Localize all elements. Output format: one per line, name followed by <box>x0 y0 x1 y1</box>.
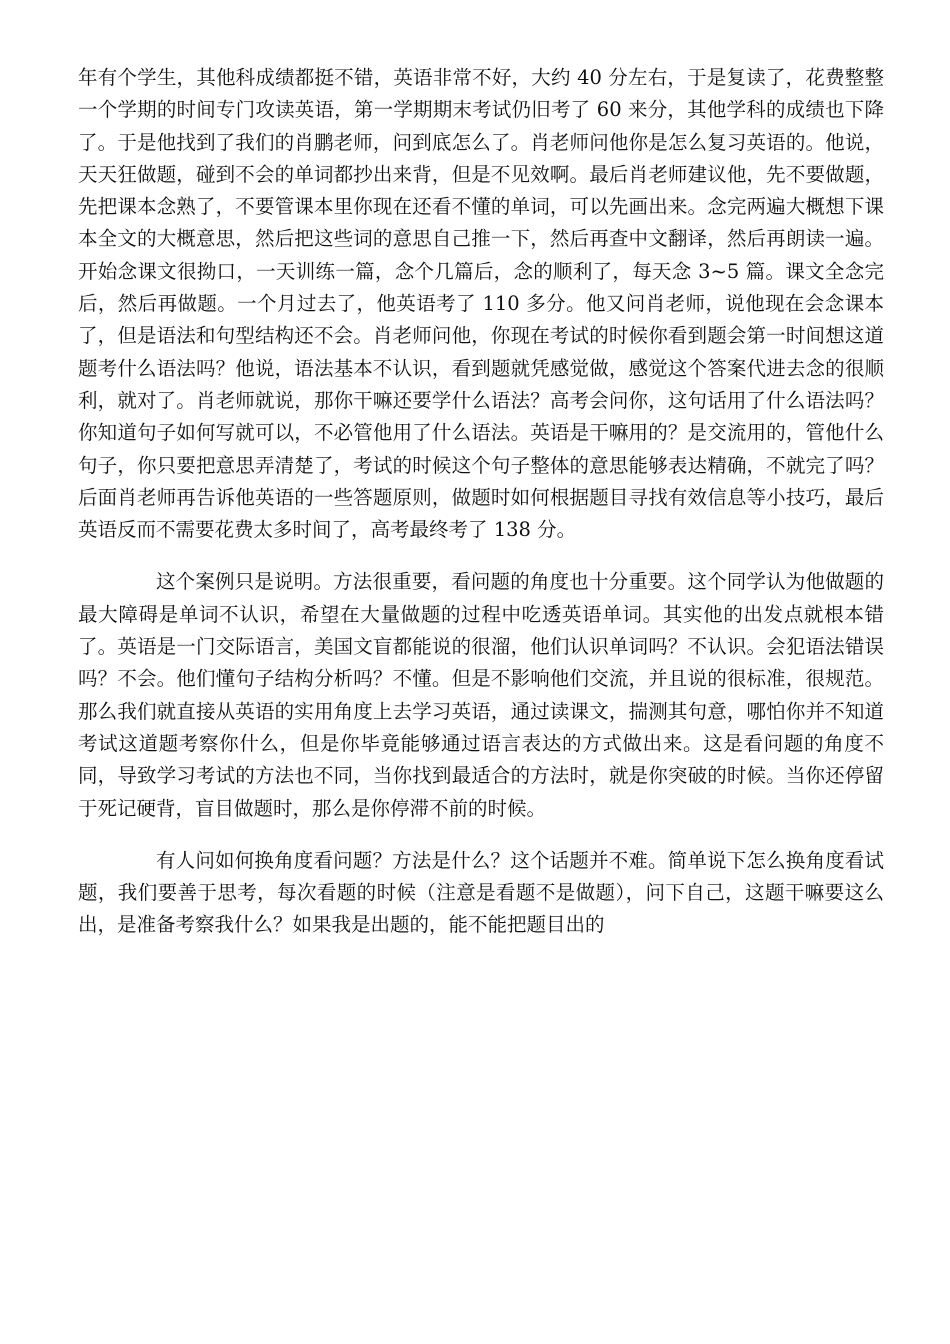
paragraph-student-case: 年有个学生，其他科成绩都挺不错，英语非常不好，大约 40 分左右，于是复读了，花费整整一个学期的时间专门攻读英语，第一学期期末考试仍旧考了 60 来分，其他学科的成绩也下降了。于是他找到了我们的肖鹏老师，问到底怎么了。肖老师问他你是怎么复习英语的。他说，天天狂做题，碰到不会的单词都抄出来背，但是不见效啊。最后肖老师建议他，先不要做题，先把课本念熟了，不要管课本里你现在还看不懂的单词，可以先画出来。念完两遍大概想下课本全文的大概意思，然后把这些词的意思自己推一下，然后再查中文翻译，然后再朗读一遍。开始念课文很拗口，一天训练一篇，念个几篇后，念的顺利了，每天念 3~5 篇。课文全念完后，然后再做题。一个月过去了，他英语考了 110 多分。他又问肖老师，说他现在会念课本了，但是语法和句型结构还不会。肖老师问他，你现在考试的时候你看到题会第一时间想这道题考什么语法吗？他说，语法基本不认识，看到题就凭感觉做，感觉这个答案代进去念的很顺利，就对了。肖老师就说，那你干嘛还要学什么语法？高考会问你，这句话用了什么语法吗？你知道句子如何写就可以，不必管他用了什么语法。英语是干嘛用的？是交流用的，管他什么句子，你只要把意思弄清楚了，考试的时候这个句子整体的意思能够表达精确，不就完了吗？后面肖老师再告诉他英语的一些答题原则，做题时如何根据题目寻找有效信息等小技巧，最后英语反而不需要花费太多时间了，高考最终考了 138 分。 <box>78 66 884 542</box>
paragraph-change-perspective: 有人问如何换角度看问题？方法是什么？这个话题并不难。简单说下怎么换角度看试题，我们要善于思考，每次看题的时候（注意是看题不是做题），问下自己，这题干嘛要这么出，是准备考察我什么？如果我是出题的，能不能把题目出的 <box>78 848 884 937</box>
document-body <box>78 62 884 942</box>
paragraph-case-analysis: 这个案例只是说明。方法很重要，看问题的角度也十分重要。这个同学认为他做题的最大障碍是单词不认识，希望在大量做题的过程中吃透英语单词。其实他的出发点就根本错了。英语是一门交际语言，美国文盲都能说的很溜，他们认识单词吗？不认识。会犯语法错误吗？不会。他们懂句子结构分析吗？不懂。但是不影响他们交流，并且说的很标准，很规范。那么我们就直接从英语的实用角度上去学习英语，通过读课文，揣测其句意，哪怕你并不知道考试这道题考察你什么，但是你毕竟能够通过语言表达的方式做出来。这是看问题的角度不同，导致学习考试的方法也不同，当你找到最适合的方法时，就是你突破的时候。当你还停留于死记硬背，盲目做题时，那么是你停滞不前的时候。 <box>78 570 884 820</box>
